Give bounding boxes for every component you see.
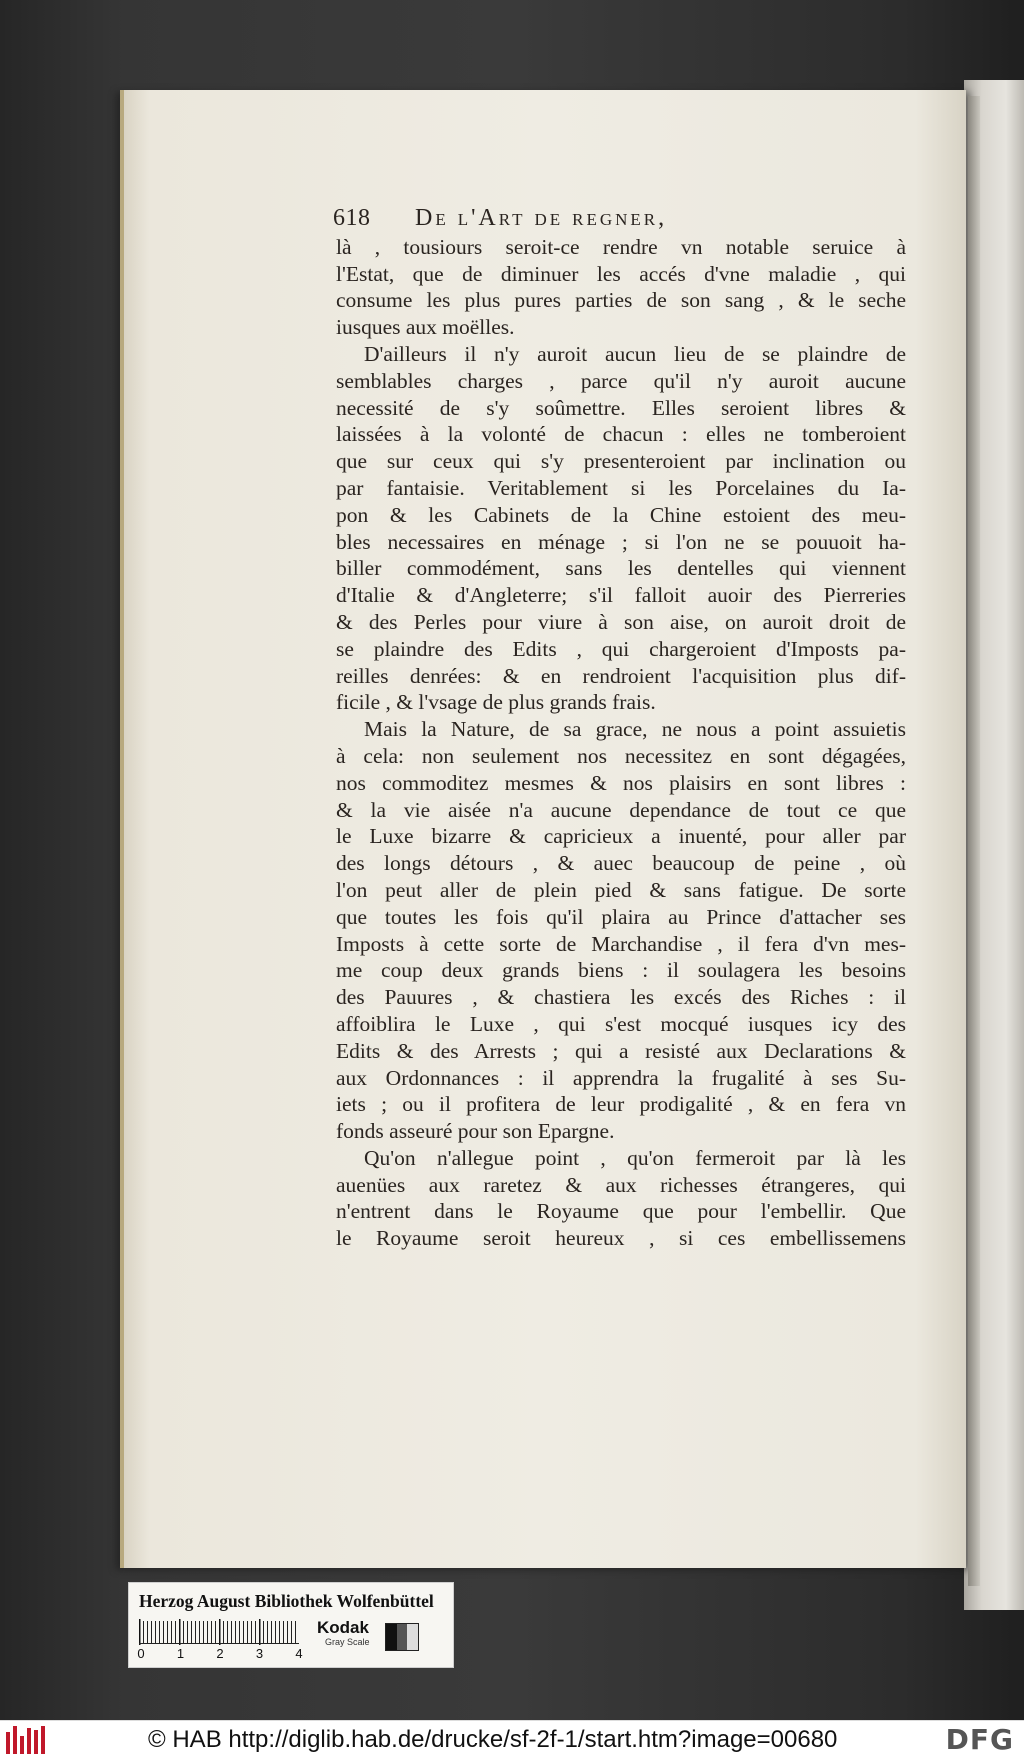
text-line: Edits & des Arrests ; qui a resisté aux Declarations & <box>336 1038 906 1063</box>
text-line: necessité de s'y soûmettre. Elles seroient libres & <box>336 395 906 420</box>
text-line: iusques aux moëlles. <box>336 315 515 340</box>
page-fold <box>968 96 980 1586</box>
ruler-number: 3 <box>255 1646 264 1661</box>
text-line: à cela: non seulement nos necessitez en sont dégagées, <box>336 743 906 768</box>
text-line: Mais la Nature, de sa grace, ne nous a point assuietis <box>364 717 906 742</box>
body-paragraphs <box>336 234 906 1252</box>
text-line: se plaindre des Edits , qui chargeroient d'Imposts pa- <box>336 636 906 661</box>
text-line: reilles denrées: & en rendroient l'acquisition plus dif- <box>336 663 906 688</box>
dfg-logo: DFG <box>945 1723 1014 1756</box>
text-line: le Luxe bizarre & capricieux a inuenté, pour aller par <box>336 824 906 849</box>
paragraph <box>336 1145 906 1252</box>
text-line: biller commodément, sans les dentelles qui viennent <box>336 556 906 581</box>
text-line: Qu'on n'allegue point , qu'on fermeroit par là les <box>364 1145 906 1170</box>
footer-url-link[interactable]: © HAB http://diglib.hab.de/drucke/sf-2f-1/start.htm?image=00680 <box>148 1726 838 1753</box>
text-line: ficile , & l'vsage de plus grands frais. <box>336 690 656 715</box>
ruler-numbers <box>135 1646 305 1661</box>
text-line: iets ; ou il profitera de leur prodigalité , & en fera vn <box>336 1092 906 1117</box>
text-line: l'Estat, que de diminuer les accés d'vne maladie , qui <box>336 261 906 286</box>
text-line: & la vie aisée n'a aucune dependance de tout ce que <box>336 797 906 822</box>
ruler-major-ticks <box>139 1619 299 1645</box>
ruler-number: 2 <box>216 1646 224 1661</box>
paragraph <box>336 234 906 341</box>
text-line: consume les plus pures parties de son sang , & le seche <box>336 288 906 313</box>
running-head <box>333 205 906 232</box>
text-line: n'entrent dans le Royaume que pour l'embellir. Que <box>336 1199 906 1224</box>
paragraph <box>336 716 906 1145</box>
text-line: là , tousiours seroit-ce rendre vn notable seruice à <box>336 234 906 259</box>
text-line: le Royaume seroit heureux , si ces embellissemens <box>336 1226 906 1251</box>
ruler-number: 1 <box>176 1646 185 1661</box>
text-line: laissées à la volonté de chacun : elles ne tomberoient <box>336 422 906 447</box>
text-line: bles necessaires en ménage ; si l'on ne se pouuoit ha- <box>336 529 906 554</box>
hab-barcode-logo-icon <box>6 1726 46 1754</box>
text-line: aux Ordonnances : il apprendra la frugalité à ses Su- <box>336 1065 906 1090</box>
kodak-subtitle: Gray Scale <box>325 1637 370 1647</box>
text-line: que sur ceux qui s'y presenteroient par inclination ou <box>336 449 906 474</box>
text-line: l'on peut aller de plein pied & sans fatigue. De sorte <box>336 877 906 902</box>
text-line: par fantaisie. Veritablement si les Porcelaines du Ia- <box>336 475 906 500</box>
text-line: me coup deux grands biens : il soulagera les besoins <box>336 958 906 983</box>
ruler-number: 4 <box>295 1646 303 1661</box>
text-line: semblables charges , parce qu'il n'y auroit aucune <box>336 368 906 393</box>
text-line: Imposts à cette sorte de Marchandise , il fera d'vn mes- <box>336 931 906 956</box>
page-text <box>333 205 906 1252</box>
text-line: nos commoditez mesmes & nos plaisirs en sont libres : <box>336 770 906 795</box>
ruler-number: 0 <box>137 1646 145 1661</box>
text-line: des Pauures , & chastiera les excés des Riches : il <box>336 985 906 1010</box>
running-head-title: De l'Art de regner, <box>415 205 668 231</box>
kodak-brand: Kodak <box>317 1618 369 1637</box>
text-line: auenües aux raretez & aux richesses étrangeres, qui <box>336 1172 906 1197</box>
text-line: fonds asseuré pour son Epargne. <box>336 1119 615 1144</box>
text-line: d'Italie & d'Angleterre; s'il falloit auoir des Pierreries <box>336 583 906 608</box>
page-number: 618 <box>333 205 371 231</box>
text-line: affoiblira le Luxe , qui s'est mocqué iusques icy des <box>336 1011 906 1036</box>
text-line: que toutes les fois qu'il plaira au Prince d'attacher ses <box>336 904 906 929</box>
paragraph <box>336 341 906 716</box>
kodak-label <box>317 1619 370 1647</box>
ruler-baseline <box>139 1643 299 1644</box>
text-line: D'ailleurs il n'y auroit aucun lieu de se plaindre de <box>364 341 906 366</box>
color-target-card <box>128 1582 454 1668</box>
footer-bar <box>0 1720 1024 1759</box>
gray-swatch-icon <box>385 1623 419 1651</box>
text-line: & des Perles pour viure à son aise, on auroit droit de <box>336 609 906 634</box>
text-line: pon & les Cabinets de la Chine estoient des meu- <box>336 502 906 527</box>
institution-name: Herzog August Bibliothek Wolfenbüttel <box>139 1591 434 1611</box>
text-line: des longs détours , & auec beaucoup de peine , où <box>336 851 906 876</box>
